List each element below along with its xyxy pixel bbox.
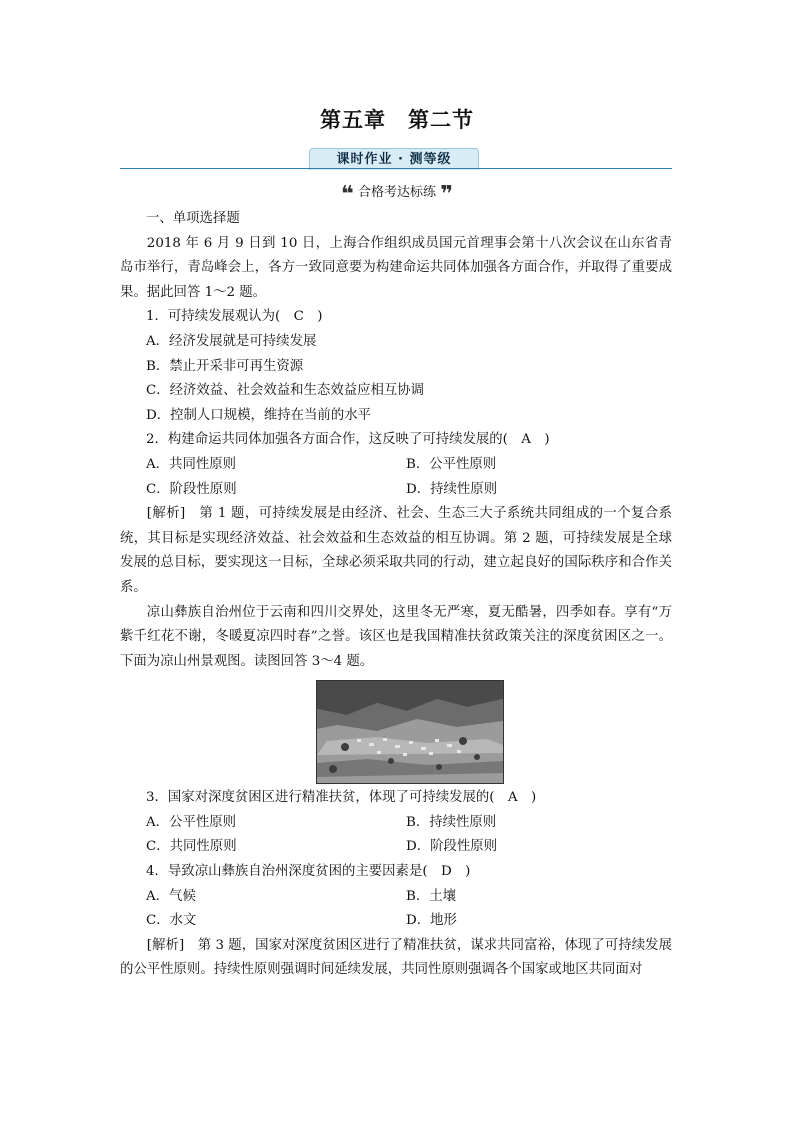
content-body [120, 207, 672, 983]
section-banner: 课时作业 · 测等级 [309, 148, 479, 170]
landscape-photo [316, 680, 504, 784]
quote-close-icon: ❞ [440, 182, 454, 207]
subheading-text: 合格考达标练 [357, 185, 436, 200]
q1-option-b: B．禁止开采非可再生资源 [146, 358, 304, 374]
q2-option-b: B．公平性原则 [406, 456, 497, 472]
q2-option-a: A．共同性原则 [146, 456, 237, 472]
analysis-2: [解析] 第 3 题，国家对深度贫困区进行了精准扶贫，谋求共同富裕，体现了可持续发展的公平性原则。持续性原则强调时间延续发展，共同性原则强调各个国家或地区共同面对 [120, 937, 672, 978]
quote-open-icon: ❝ [340, 182, 354, 207]
question-1-stem: 1．可持续发展观认为( C ) [146, 309, 323, 325]
q4-options-row-2 [120, 909, 672, 934]
section-heading: 一、单项选择题 [146, 211, 240, 226]
q4-option-c: C．水文 [146, 913, 197, 929]
header-rule [120, 168, 672, 169]
q4-option-d: D．地形 [406, 913, 457, 929]
q2-options-row-2 [120, 478, 672, 503]
q3-option-c: C．共同性原则 [146, 839, 237, 855]
q3-option-d: D．阶段性原则 [406, 839, 498, 855]
passage-2: 凉山彝族自治州位于云南和四川交界处，这里冬无严寒，夏无酷暑，四季如春。享有“万紫千红花不谢，冬暖夏凉四时春”之誉。该区也是我国精准扶贫政策关注的深度贫困区之一。下面为凉山州景观图。读图回答 3～4 题。 [120, 604, 672, 669]
q3-options-row-2 [120, 835, 672, 860]
q2-option-c: C．阶段性原则 [146, 481, 237, 497]
q3-option-a: A．公平性原则 [146, 814, 237, 830]
q1-option-d: D．控制人口规模，维持在当前的水平 [146, 407, 371, 423]
landscape-photo-svg [317, 681, 503, 783]
question-4-stem: 4．导致凉山彝族自治州深度贫困的主要因素是( D ) [146, 864, 471, 880]
q2-options-row-1 [120, 453, 672, 478]
q2-option-d: D．持续性原则 [406, 481, 498, 497]
q1-option-c: C．经济效益、社会效益和生态效益应相互协调 [146, 383, 425, 399]
chapter-title: 第五章 第二节 [320, 108, 474, 132]
q1-option-a: A．经济发展就是可持续发展 [146, 333, 317, 349]
q3-options-row-1 [120, 811, 672, 836]
analysis-1: [解析] 第 1 题，可持续发展是由经济、社会、生态三大子系统共同组成的一个复合系统，其目标是实现经济效益、社会效益和生态效益的相互协调。第 2 题，可持续发展是全球发展的总目标，要实现这一目标，全球必须采取共同的行动，建立起良好的国际秩序和合作关系。 [120, 506, 672, 595]
subheading [0, 181, 794, 207]
figure-container [120, 674, 672, 786]
question-2-stem: 2．构建命运共同体加强各方面合作，这反映了可持续发展的( A ) [146, 432, 550, 448]
q4-option-b: B．土壤 [406, 888, 457, 904]
q4-options-row-1 [120, 885, 672, 910]
q4-option-a: A．气候 [146, 888, 196, 904]
question-3-stem: 3．国家对深度贫困区进行精准扶贫，体现了可持续发展的( A ) [146, 790, 537, 806]
passage-1: 2018 年 6 月 9 日到 10 日，上海合作组织成员国元首理事会第十八次会议在山东省青岛市举行，青岛峰会上，各方一致同意要为构建命运共同体加强各方面合作，并取得了重要成果。据此回答 1～2 题。 [120, 235, 672, 300]
q3-option-b: B．持续性原则 [406, 814, 497, 830]
